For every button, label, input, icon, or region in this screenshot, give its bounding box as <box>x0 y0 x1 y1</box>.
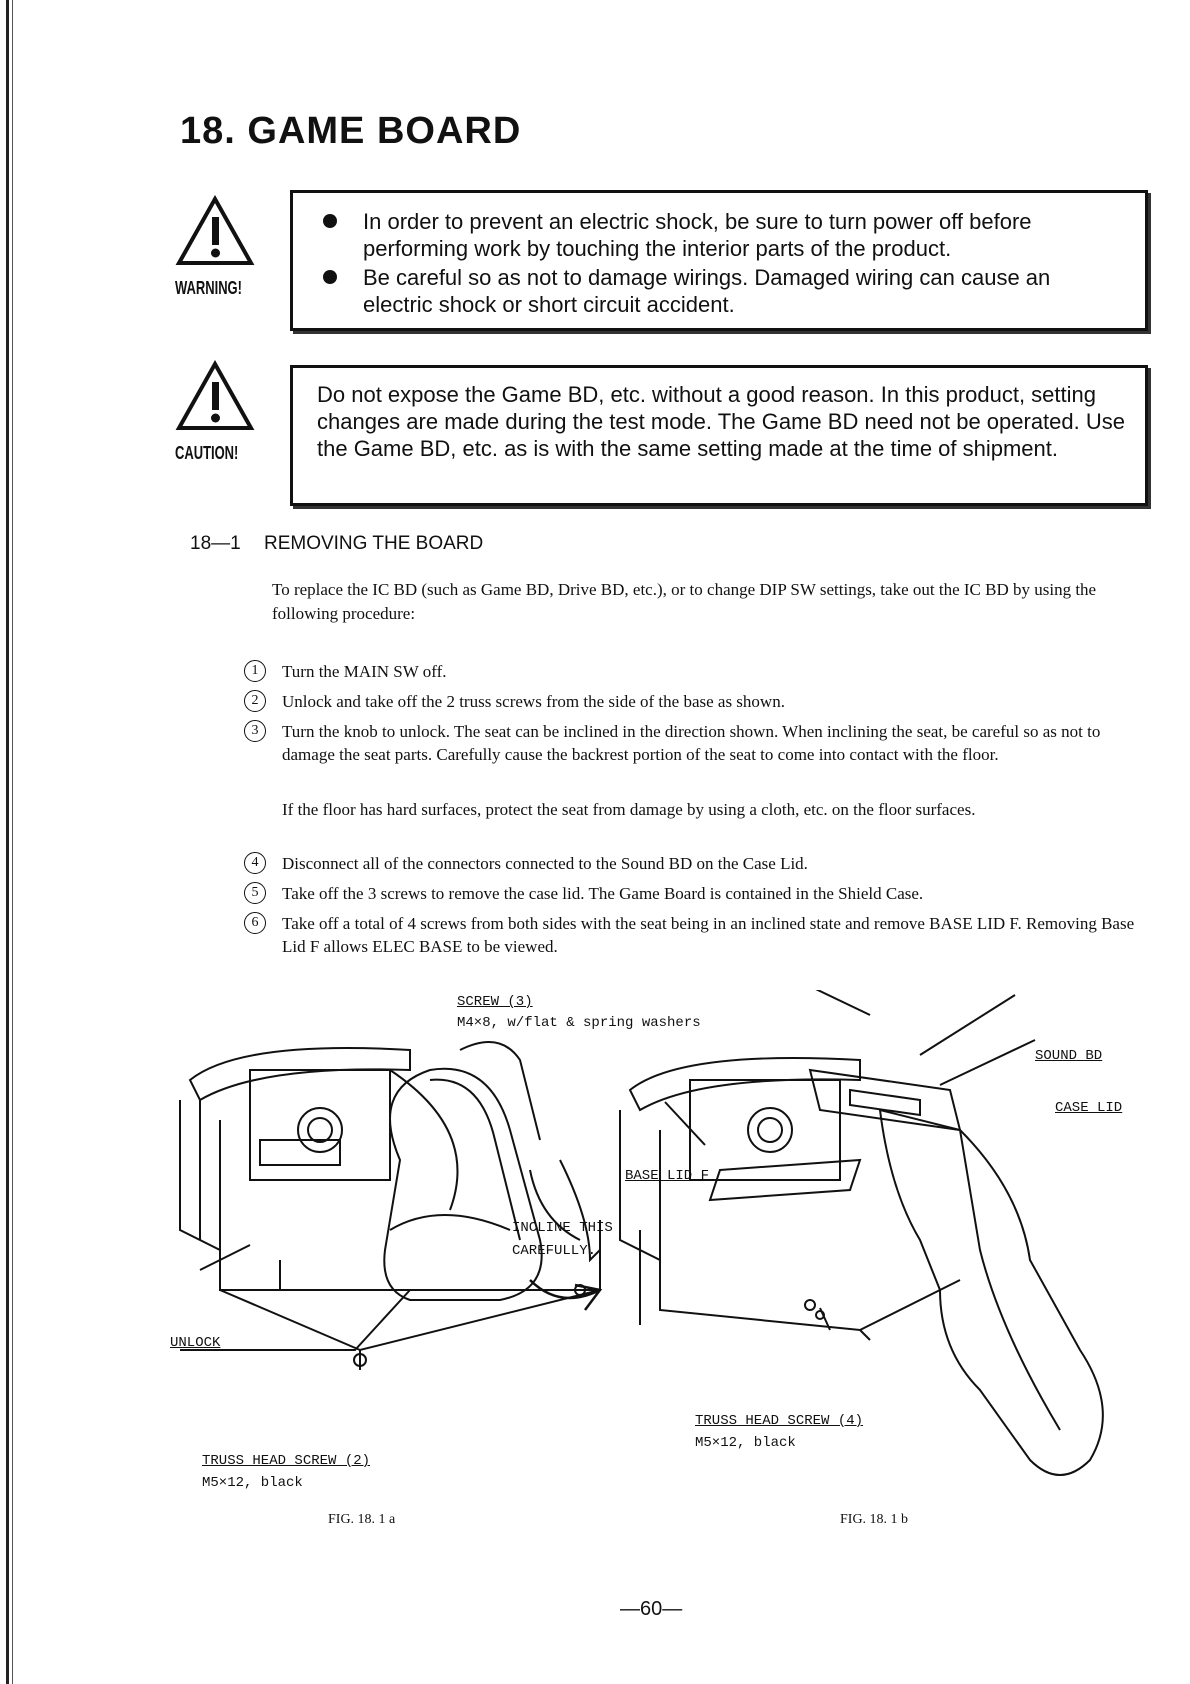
step-note: If the floor has hard surfaces, protect the seat from damage by using a cloth, etc. on the floor surfaces. <box>282 800 976 819</box>
page-edge-scan-line <box>6 0 9 1684</box>
truss-2-spec: M5×12, black <box>202 1475 303 1491</box>
subsection-number: 18—1 <box>190 533 241 554</box>
screw-3-spec: M4×8, w/flat & spring washers <box>457 1015 701 1031</box>
sound-bd-label: SOUND BD <box>1035 1048 1103 1064</box>
caution-label: CAUTION! <box>175 443 239 463</box>
screw-3-label: SCREW (3) <box>457 994 533 1010</box>
warning-label: WARNING! <box>175 278 242 298</box>
incline-label-line-1: INCLINE THIS <box>512 1220 613 1236</box>
bullet-icon <box>323 214 337 228</box>
step-item: 6 Take off a total of 4 screws from both sides with the seat being in an inclined state and remove BASE LID F. Removing Base Lid F allows ELEC BASE to be viewed. <box>244 912 1144 958</box>
caution-text: Do not expose the Game BD, etc. without a good reason. In this product, setting changes are made during the test mode. The Game BD need not be operated. Use the Game BD, etc. as is with the same setting made at the time of shipment. <box>317 382 1125 461</box>
truss-4-spec: M5×12, black <box>695 1435 796 1451</box>
step-number: 3 <box>244 720 266 742</box>
figure-caption-a: FIG. 18. 1 a <box>328 1512 396 1527</box>
driving-cabinet-drawing-a <box>180 1042 600 1370</box>
incline-label-line-2: CAREFULLY. <box>512 1243 597 1259</box>
intro-paragraph: To replace the IC BD (such as Game BD, Drive BD, etc.), or to change DIP SW settings, take out the IC BD by using the following procedure: <box>272 580 1097 623</box>
step-item: 3 Turn the knob to unlock. The seat can be inclined in the direction shown. When inclining the seat, be careful so as not to damage the seat parts. Carefully cause the backrest portion of the seat to come into contact with the floor. <box>244 720 1144 766</box>
subsection-heading <box>190 533 483 555</box>
step-number: 4 <box>244 852 266 874</box>
page-edge-scan-line <box>12 0 13 1684</box>
base-lid-f-label: BASE LID F <box>625 1168 710 1184</box>
step-number: 1 <box>244 660 266 682</box>
caution-triangle-icon <box>175 360 255 432</box>
bullet-icon <box>323 270 337 284</box>
figure-caption-b: FIG. 18. 1 b <box>840 1512 909 1527</box>
page-number: —60— <box>620 1598 683 1620</box>
warning-triangle-icon <box>175 195 255 267</box>
warning-item: In order to prevent an electric shock, be sure to turn power off before performing work by touching the interior parts of the product. <box>323 208 1125 262</box>
step-number: 6 <box>244 912 266 934</box>
caution-box <box>290 365 1148 506</box>
warning-sign <box>175 195 265 299</box>
subsection-title: REMOVING THE BOARD <box>263 533 484 554</box>
case-lid-label: CASE LID <box>1055 1100 1123 1116</box>
truss-4-label: TRUSS HEAD SCREW (4) <box>695 1413 864 1429</box>
step-number: 5 <box>244 882 266 904</box>
unlock-label: UNLOCK <box>170 1335 221 1351</box>
step-number: 2 <box>244 690 266 712</box>
step-item: 1 Turn the MAIN SW off. <box>244 660 1144 683</box>
warning-box <box>290 190 1148 331</box>
step-item: 5 Take off the 3 screws to remove the case lid. The Game Board is contained in the Shield Case. <box>244 882 1144 905</box>
warning-item: Be careful so as not to damage wirings. Damaged wiring can cause an electric shock or short circuit accident. <box>323 264 1125 318</box>
step-item: 2 Unlock and take off the 2 truss screws from the side of the base as shown. <box>244 690 1144 713</box>
section-title: 18. GAME BOARD <box>180 110 522 152</box>
truss-2-label: TRUSS HEAD SCREW (2) <box>202 1453 371 1469</box>
caution-sign <box>175 360 265 464</box>
step-item: 4 Disconnect all of the connectors connected to the Sound BD on the Case Lid. <box>244 852 1144 875</box>
